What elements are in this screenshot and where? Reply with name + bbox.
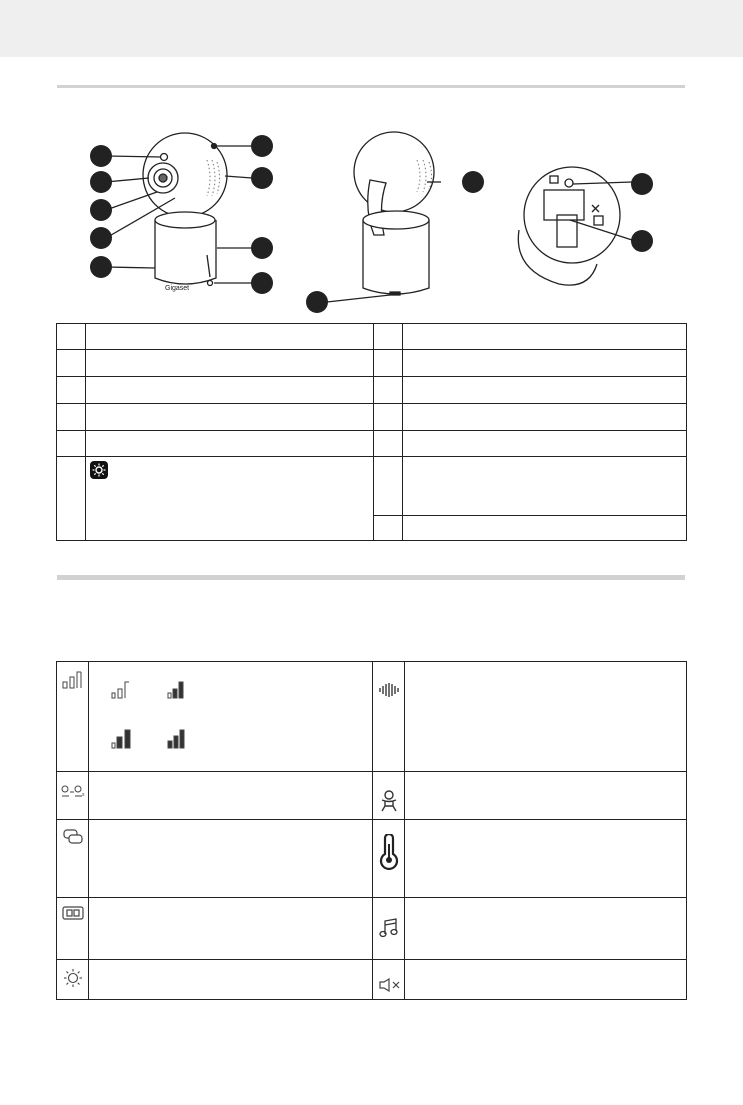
table-cell	[57, 350, 86, 377]
table-cell	[405, 960, 687, 1000]
section-divider	[57, 575, 685, 580]
camera-back-view	[327, 132, 441, 302]
table-cell	[374, 431, 403, 457]
table-cell	[57, 377, 86, 404]
camera-illustration	[57, 120, 685, 325]
table-cell	[57, 898, 89, 960]
table-cell	[57, 431, 86, 457]
callout-marker	[631, 173, 653, 195]
table-cell	[86, 457, 374, 541]
table-cell	[57, 662, 89, 772]
table-cell	[57, 324, 86, 350]
section-divider	[57, 85, 685, 88]
table-cell	[86, 431, 374, 457]
callout-marker	[90, 199, 112, 221]
table-cell	[57, 404, 86, 431]
callout-marker	[90, 256, 112, 278]
table-cell	[405, 820, 687, 898]
table-cell	[403, 431, 687, 457]
table-cell	[373, 662, 405, 772]
table-cell	[86, 350, 374, 377]
table-cell	[403, 404, 687, 431]
table-cell	[374, 324, 403, 350]
night-light-icon	[63, 968, 83, 988]
callout-marker	[251, 167, 273, 189]
callout-marker	[251, 272, 273, 294]
signal-levels-diagram	[89, 662, 209, 757]
baby-icon	[380, 790, 398, 812]
table-cell	[373, 960, 405, 1000]
callout-marker	[90, 145, 112, 167]
table-cell	[405, 662, 687, 772]
table-cell	[403, 516, 687, 541]
chat-bubbles-icon	[63, 828, 83, 846]
light-bulb-icon	[90, 461, 108, 479]
table-cell	[405, 772, 687, 820]
table-cell	[57, 820, 89, 898]
table-cell	[374, 516, 403, 541]
table-cell	[86, 404, 374, 431]
signal-strength-icon	[62, 670, 84, 690]
table-cell	[89, 820, 373, 898]
callout-marker	[306, 291, 328, 313]
sound-level-icon	[378, 682, 400, 698]
table-cell	[374, 404, 403, 431]
thermometer-icon	[379, 834, 399, 870]
table-cell	[373, 820, 405, 898]
callout-marker	[90, 171, 112, 193]
parts-table	[56, 323, 687, 541]
icons-table	[56, 661, 687, 1000]
svg-text:s: s	[81, 792, 84, 798]
callout-marker	[90, 227, 112, 249]
pause-icon	[62, 906, 84, 920]
speaker-mute-icon	[378, 978, 400, 992]
table-cell	[57, 960, 89, 1000]
table-cell	[89, 662, 373, 772]
table-cell	[89, 960, 373, 1000]
table-cell	[57, 457, 86, 541]
header-bar	[0, 0, 743, 57]
callout-marker	[251, 135, 273, 157]
table-cell	[57, 772, 89, 820]
callout-marker	[462, 171, 484, 193]
table-cell	[89, 772, 373, 820]
table-cell	[374, 457, 403, 516]
table-cell	[403, 457, 687, 516]
table-cell	[89, 898, 373, 960]
callout-marker	[631, 230, 653, 252]
callout-marker	[251, 237, 273, 259]
camera-bottom-view	[518, 167, 632, 285]
table-cell	[373, 772, 405, 820]
table-cell	[86, 324, 374, 350]
camera-front-view	[106, 133, 252, 292]
table-cell	[373, 898, 405, 960]
table-cell	[403, 377, 687, 404]
camera-link-icon	[61, 784, 85, 798]
table-cell	[405, 898, 687, 960]
table-cell	[374, 350, 403, 377]
brand-label: Gigaset	[165, 285, 190, 292]
table-cell	[403, 350, 687, 377]
music-note-icon	[379, 918, 399, 938]
table-cell	[374, 377, 403, 404]
table-cell	[403, 324, 687, 350]
table-cell	[86, 377, 374, 404]
